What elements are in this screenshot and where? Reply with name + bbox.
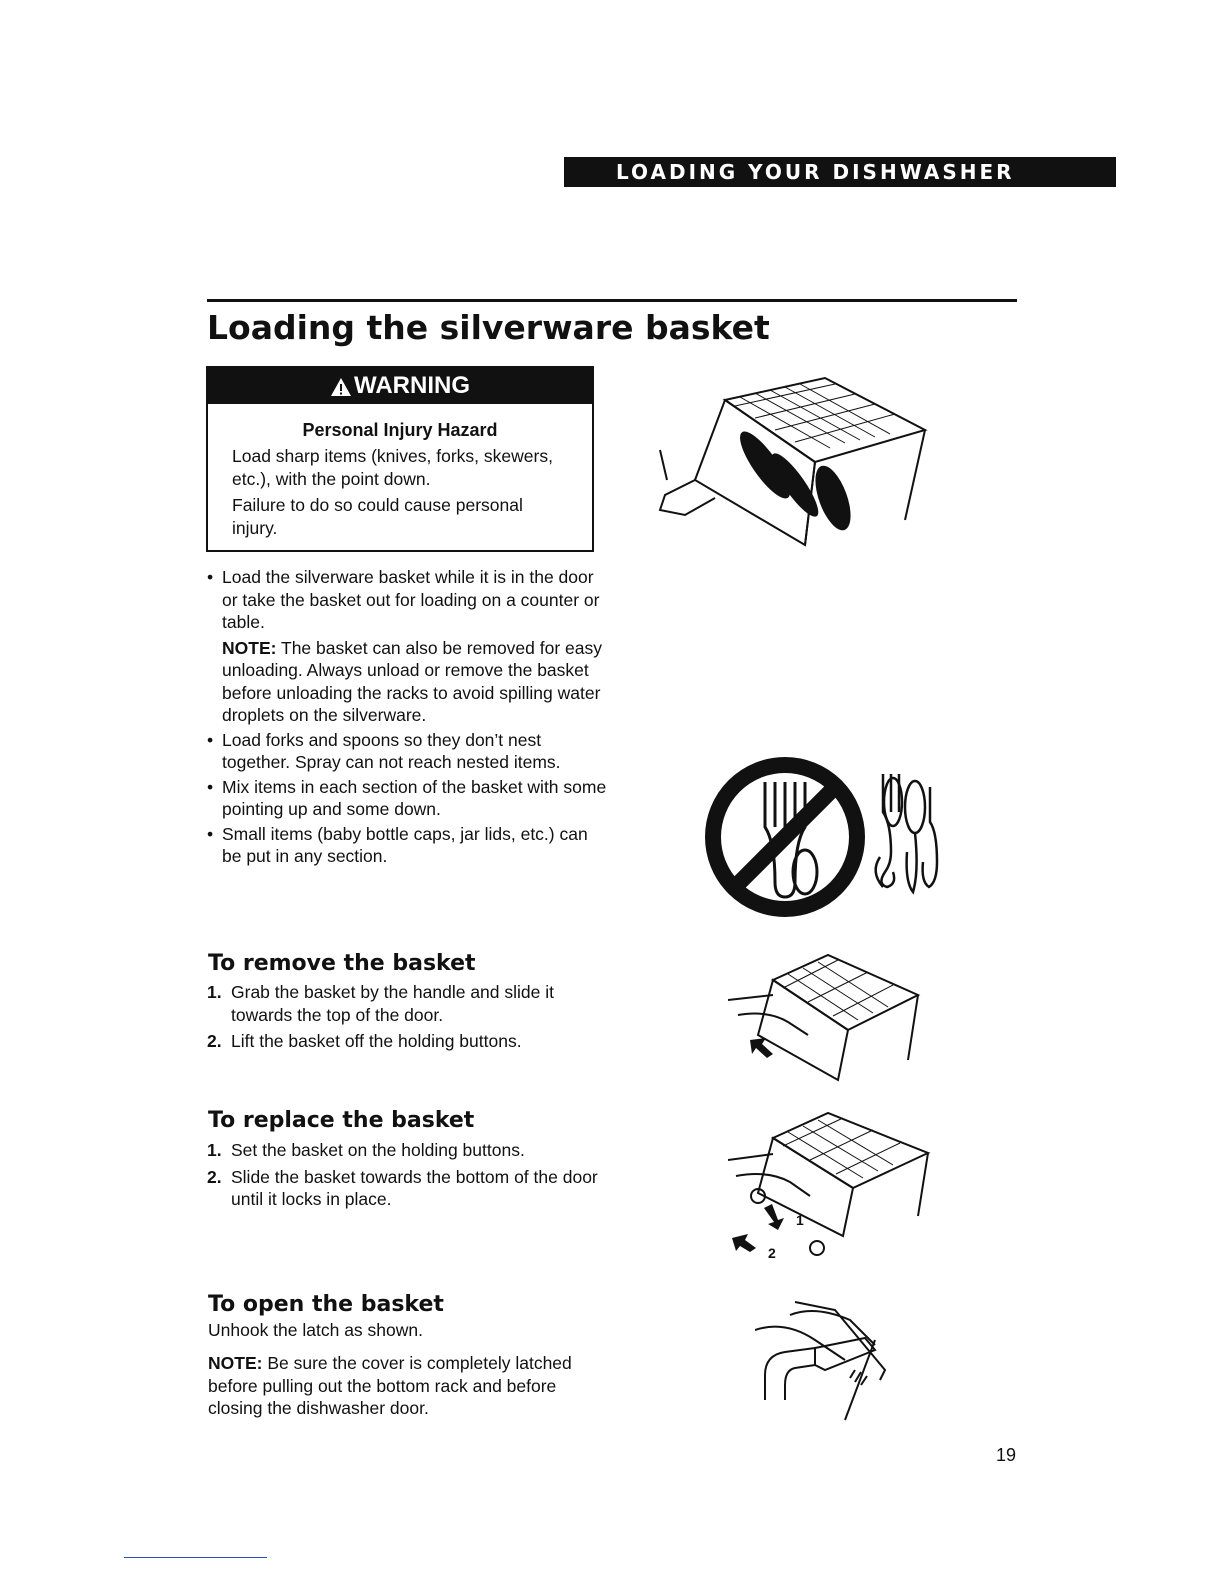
step-number: 1. (207, 982, 222, 1002)
warning-line-1: Load sharp items (knives, forks, skewers, etc.), with the point down. (232, 446, 553, 489)
step-number: 2. (207, 1166, 222, 1187)
warning-text (232, 445, 572, 540)
replace-basket-heading: To replace the basket (208, 1108, 475, 1133)
replace-steps-list (207, 1139, 607, 1215)
figure-label-2: 2 (768, 1245, 776, 1261)
basket-note (222, 637, 607, 727)
step-number: 2. (207, 1031, 222, 1051)
step-text: Grab the basket by the handle and slide it towards the top of the door. (231, 982, 554, 1025)
warning-box (206, 366, 594, 552)
warning-line-2: Failure to do so could cause personal injury. (232, 495, 523, 538)
open-basket-heading: To open the basket (208, 1292, 444, 1317)
open-latch-illustration (755, 1290, 905, 1425)
open-basket-note (208, 1352, 608, 1420)
list-item: • Small items (baby bottle caps, jar lids, etc.) can be put in any section. (207, 823, 607, 868)
list-item (207, 1030, 607, 1053)
warning-triangle-icon (330, 377, 352, 397)
bottom-rule (124, 1557, 267, 1558)
warning-label: WARNING (354, 372, 470, 399)
remove-basket-heading: To remove the basket (208, 951, 476, 976)
silverware-basket-loading-illustration (655, 370, 935, 550)
list-item (207, 566, 607, 727)
list-item (207, 1139, 607, 1162)
warning-hazard-title: Personal Injury Hazard (302, 420, 498, 440)
list-item: • Mix items in each section of the basket with some pointing up and some down. (207, 776, 607, 821)
no-nesting-illustration (705, 752, 945, 922)
figure-label-1: 1 (796, 1212, 804, 1228)
warning-header (208, 368, 592, 404)
loading-tips-list (207, 566, 607, 870)
note-text: The basket can also be removed for easy unloading. Always unload or remove the basket before unloading the racks to avoid spilling water droplets on the silverware. (222, 637, 603, 725)
step-number: 1. (207, 1140, 222, 1160)
remove-steps-list (207, 981, 607, 1057)
title-rule (207, 299, 1017, 302)
section-banner: LOADING YOUR DISHWASHER (564, 157, 1116, 187)
page-number: 19 (996, 1445, 1017, 1465)
list-item (207, 981, 607, 1026)
step-text: Set the basket on the holding buttons. (231, 1140, 525, 1160)
list-item (207, 1166, 607, 1211)
note-label: NOTE: (208, 1353, 263, 1373)
remove-basket-illustration (728, 950, 938, 1085)
replace-basket-illustration (728, 1108, 948, 1268)
note-text: Be sure the cover is completely latched before pulling out the bottom rack and before closing the dishwasher door. (208, 1353, 572, 1418)
open-basket-text: Unhook the latch as shown. (208, 1320, 423, 1340)
page-title: Loading the silverware basket (207, 308, 770, 347)
list-item-text: Load the silverware basket while it is in the door or take the basket out for loading on a counter or table. (222, 567, 600, 632)
step-text: Slide the basket towards the bottom of the door until it locks in place. (231, 1166, 598, 1209)
list-item: • Load forks and spoons so they don’t nest together. Spray can not reach nested items. (207, 729, 607, 774)
step-text: Lift the basket off the holding buttons. (231, 1031, 522, 1051)
note-label: NOTE: (222, 637, 277, 658)
